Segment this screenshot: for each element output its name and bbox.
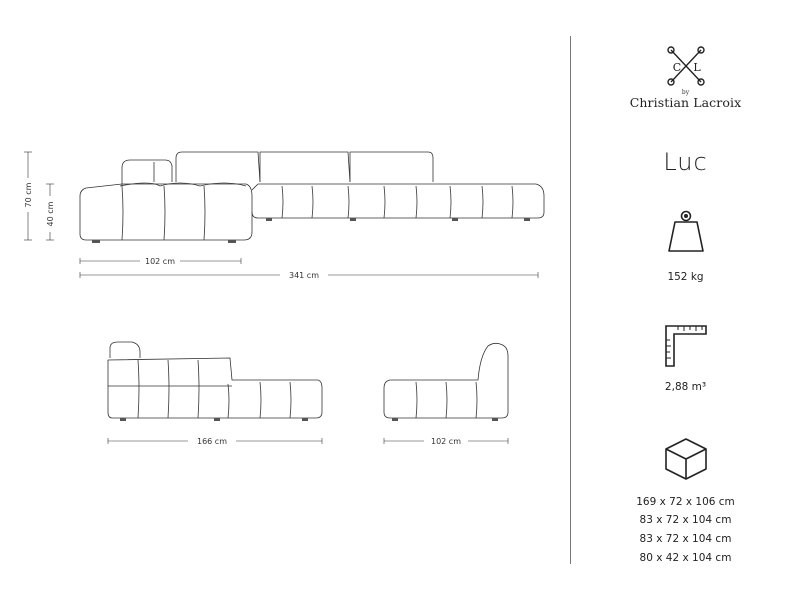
weight-value: 152 kg xyxy=(667,271,704,283)
height-total-label: 70 cm xyxy=(24,182,33,208)
side-view-module xyxy=(384,343,508,421)
depth-label: 102 cm xyxy=(430,437,462,446)
package-dimension-3: 83 x 72 x 104 cm xyxy=(639,533,732,545)
logo xyxy=(571,44,800,88)
brand-name: Christian Lacroix xyxy=(629,95,742,110)
chaise-width-label: 102 cm xyxy=(144,257,176,266)
spec-sidebar xyxy=(571,0,800,600)
package-dimension-4: 80 x 42 x 104 cm xyxy=(639,552,732,564)
ruler-corner-icon xyxy=(571,322,800,370)
logo-by-text: by xyxy=(681,89,690,96)
box-icon xyxy=(571,436,800,482)
volume-value: 2,88 m³ xyxy=(664,381,707,393)
total-width-label: 341 cm xyxy=(288,271,320,280)
brand-logo-icon xyxy=(661,44,711,88)
package-dimension-1: 169 x 72 x 106 cm xyxy=(636,496,735,508)
side-view-chaise xyxy=(108,342,322,421)
package-dimension-2: 83 x 72 x 104 cm xyxy=(639,514,732,526)
logo-letter-l: L xyxy=(692,61,701,74)
logo-letter-c: C xyxy=(672,61,681,74)
weight-icon xyxy=(571,208,800,254)
side-length-label: 166 cm xyxy=(196,437,228,446)
front-view-sofa xyxy=(80,152,544,243)
product-name: Luc xyxy=(663,148,708,176)
height-seat-label: 40 cm xyxy=(46,201,55,227)
